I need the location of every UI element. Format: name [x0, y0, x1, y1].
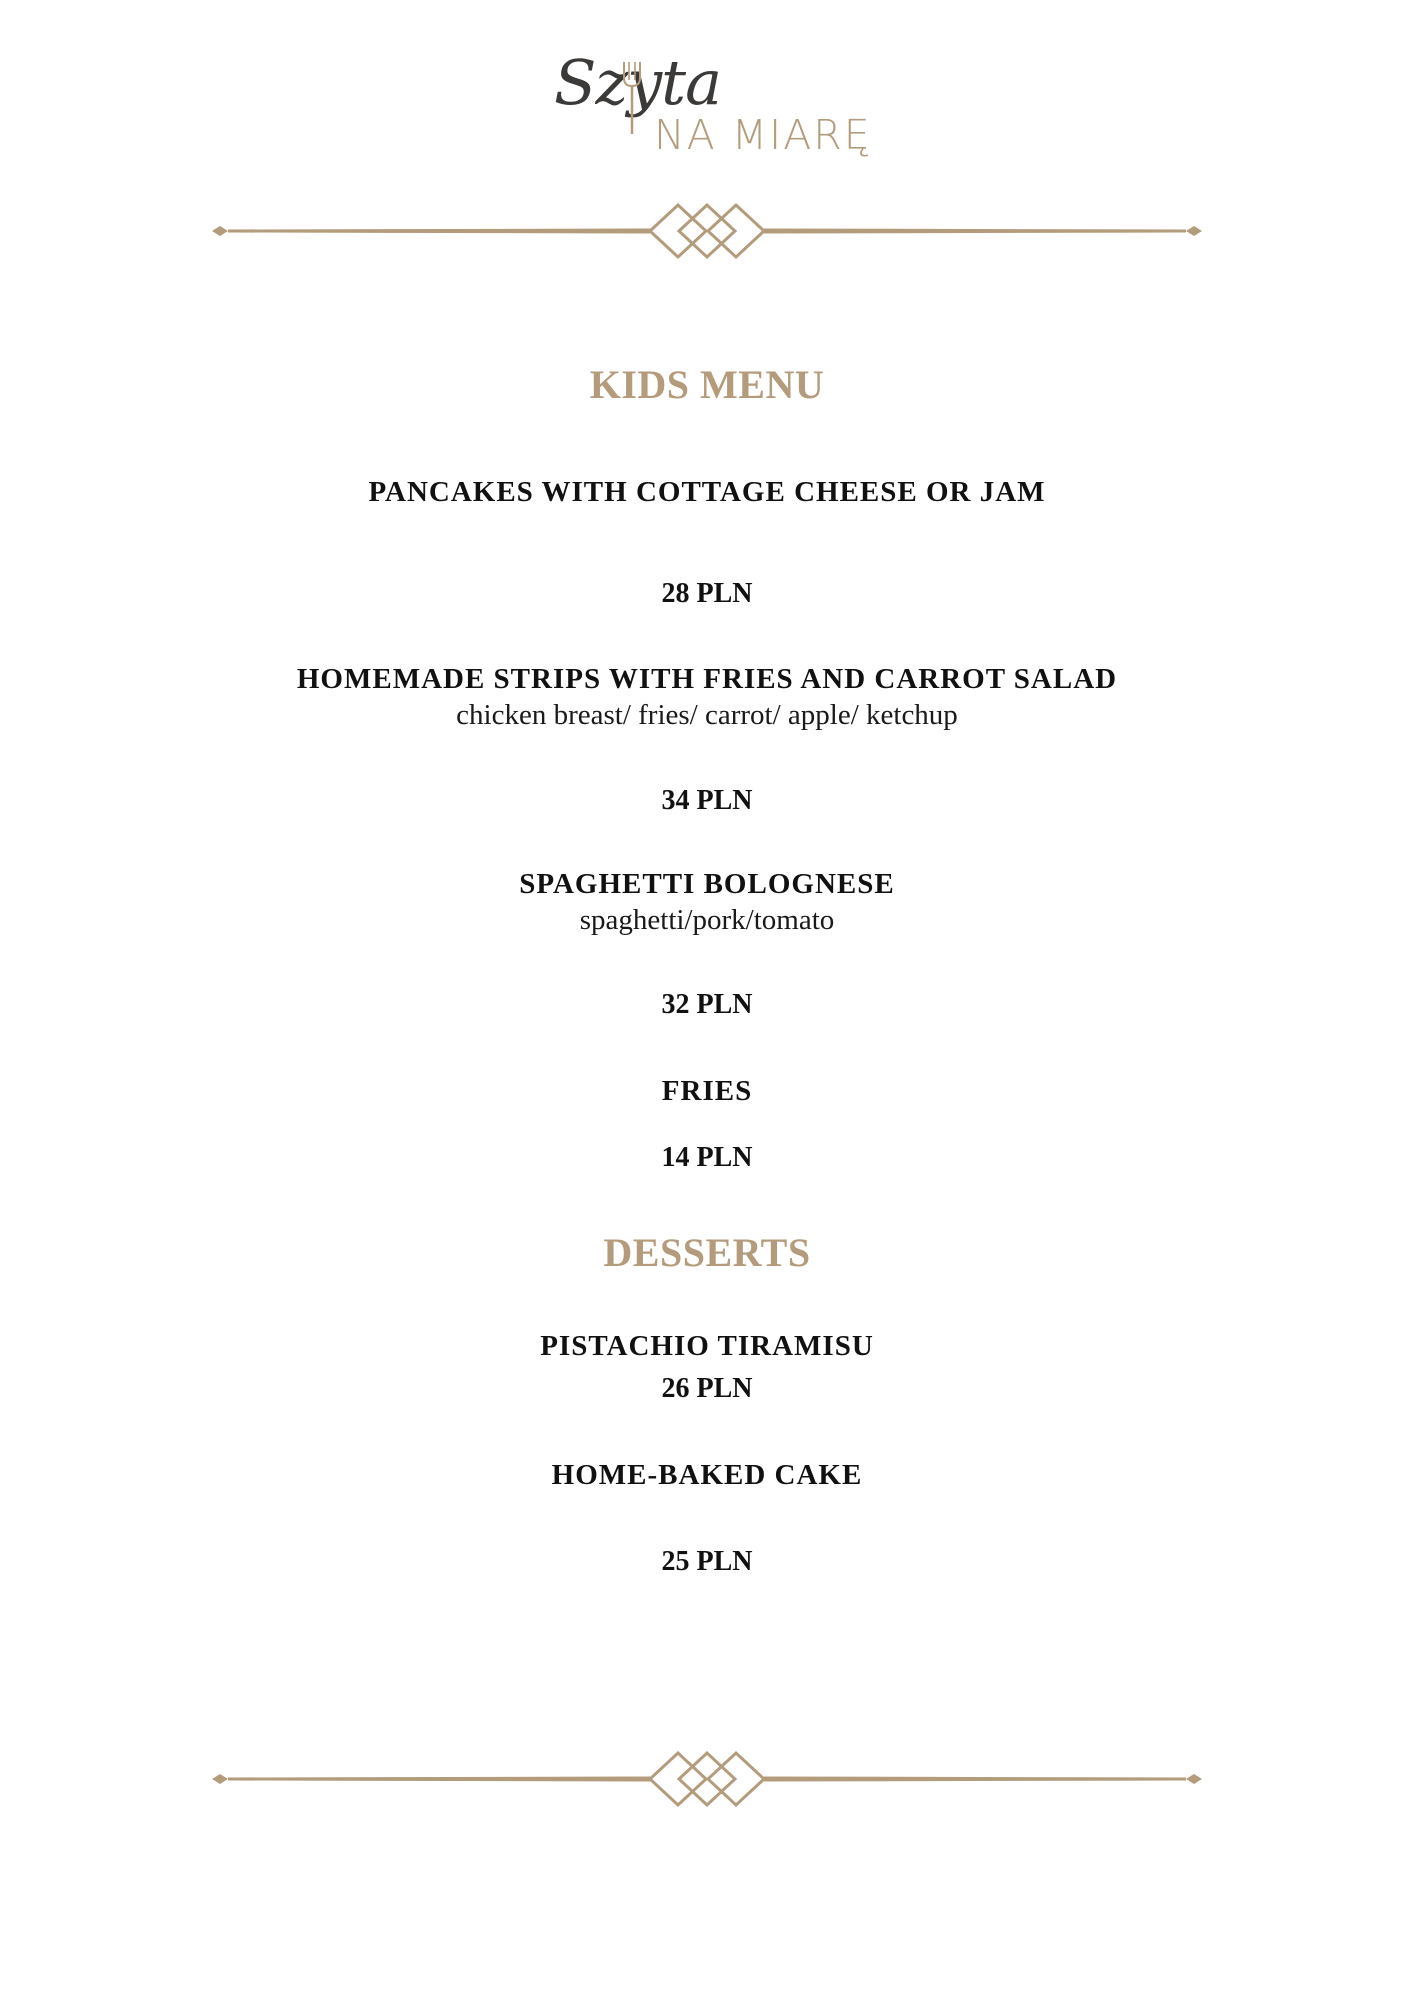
top-ornament-divider	[210, 201, 1204, 261]
logo-script-text: Szyta	[554, 46, 722, 119]
menu-item-price: 28 PLN	[661, 578, 753, 609]
menu-item-price: 26 PLN	[661, 1373, 753, 1404]
menu-item-name: PANCAKES WITH COTTAGE CHEESE OR JAM	[368, 476, 1046, 508]
menu-item-name: HOME-BAKED CAKE	[551, 1459, 863, 1491]
menu-item-price: 14 PLN	[661, 1142, 753, 1173]
kids-menu-title: KIDS MENU	[589, 362, 825, 407]
fork-icon	[612, 56, 652, 136]
menu-item-name: SPAGHETTI BOLOGNESE	[519, 868, 895, 900]
menu-item-description: spaghetti/pork/tomato	[579, 904, 835, 936]
desserts-title: DESSERTS	[603, 1230, 811, 1275]
menu-item-name: FRIES	[661, 1075, 753, 1107]
menu-item-description: chicken breast/ fries/ carrot/ apple/ ketchup	[456, 699, 958, 731]
restaurant-logo	[550, 46, 890, 172]
menu-item-price: 32 PLN	[661, 989, 753, 1020]
menu-item-name: PISTACHIO TIRAMISU	[540, 1330, 874, 1362]
menu-item-price: 25 PLN	[661, 1546, 753, 1577]
logo-caps-text: NA MIARĘ	[654, 111, 872, 159]
bottom-ornament-divider	[210, 1749, 1204, 1809]
menu-item-name: HOMEMADE STRIPS WITH FRIES AND CARROT SALAD	[296, 663, 1118, 695]
menu-item-price: 34 PLN	[661, 785, 753, 816]
